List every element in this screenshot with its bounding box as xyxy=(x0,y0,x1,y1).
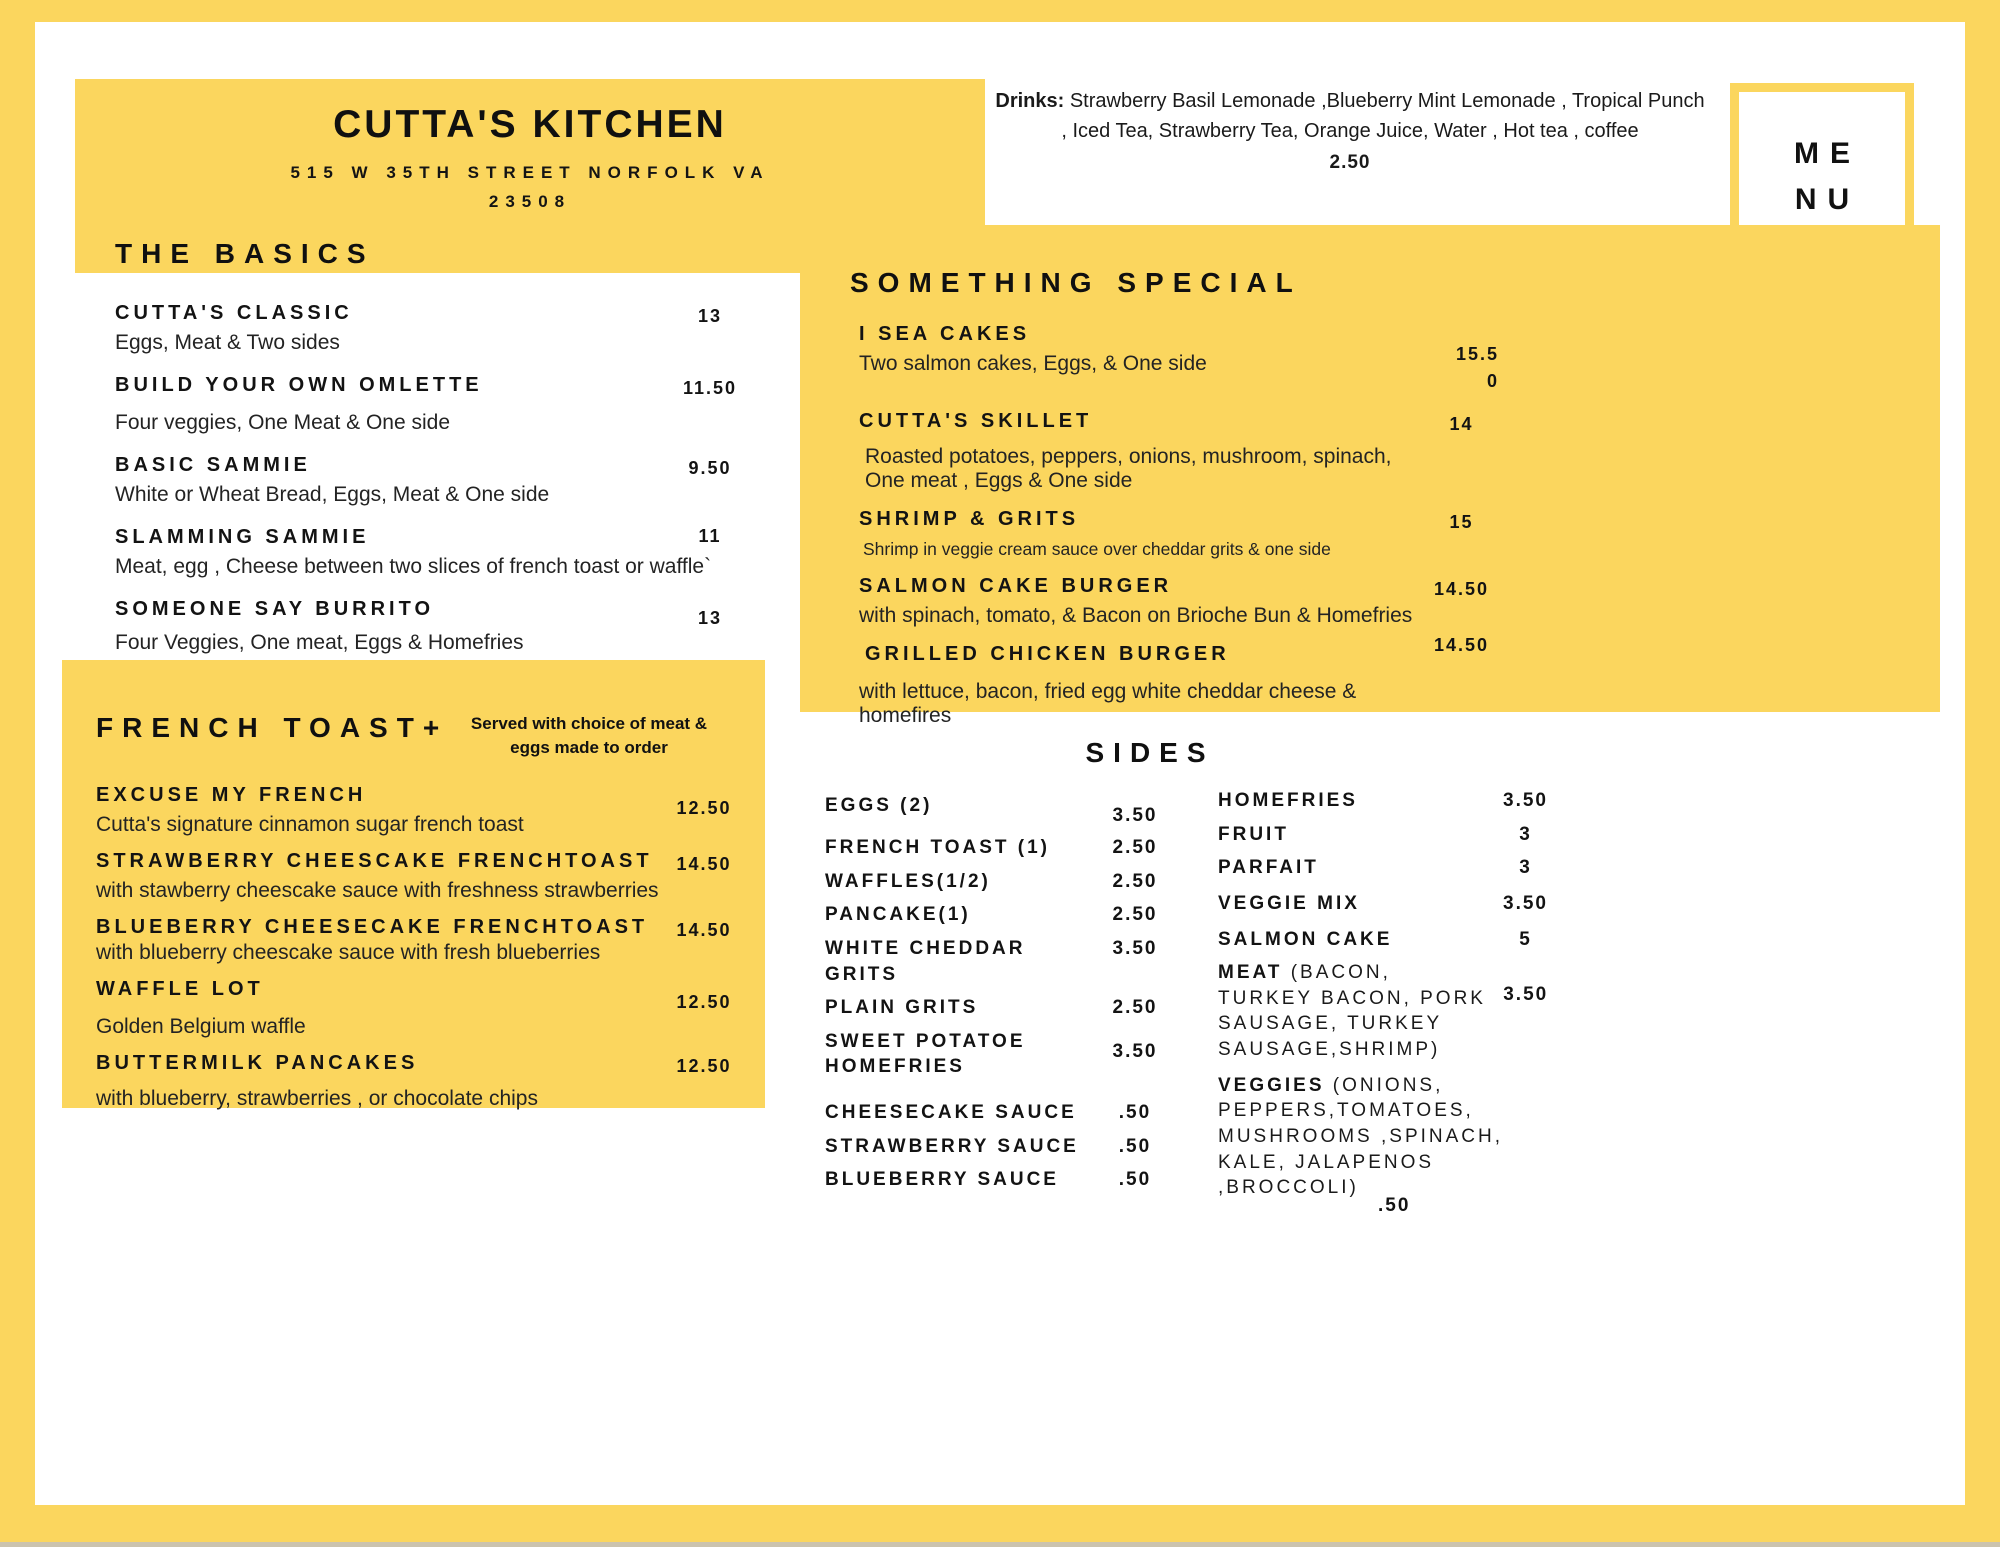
side-item xyxy=(825,936,1175,987)
side-item xyxy=(825,1134,1175,1160)
item-desc: with blueberry, strawberries , or chocolate chips xyxy=(96,1086,538,1110)
side-item xyxy=(1218,855,1563,881)
menu-item xyxy=(96,850,745,903)
side-item xyxy=(825,1167,1175,1193)
item-price: 3 xyxy=(1519,857,1532,879)
item-desc: Two salmon cakes, Eggs, & One side xyxy=(859,352,1207,375)
section-title: SOMETHING SPECIAL xyxy=(850,267,1302,298)
menu-item xyxy=(115,598,755,655)
side-item xyxy=(825,835,1175,861)
sides-left-column xyxy=(825,793,1175,1201)
item-name: WHITE CHEDDAR GRITS xyxy=(825,937,1026,985)
item-price: 11.50 xyxy=(682,378,738,398)
item-name: EGGS (2) xyxy=(825,795,933,816)
item-detail: (BACON, TURKEY BACON, PORK SAUSAGE, TURKEY SAUSAGE,SHRIMP) xyxy=(1218,962,1486,1061)
menu-item xyxy=(96,978,745,1039)
item-price: .50 xyxy=(1118,1135,1152,1157)
item-name: PARFAIT xyxy=(1218,857,1319,879)
item-name: SWEET POTATOE HOMEFRIES xyxy=(825,1030,1026,1078)
item-price: 12.50 xyxy=(676,1055,732,1076)
item-name: VEGGIE MIX xyxy=(1218,892,1360,914)
menu-badge-line2: NU xyxy=(1794,183,1861,216)
item-price: 3.50 xyxy=(1112,805,1158,826)
item-name: HOMEFRIES xyxy=(1218,790,1358,811)
side-item xyxy=(825,1100,1175,1126)
item-desc: Four veggies, One Meat & One side xyxy=(115,411,451,434)
item-price: 3.50 xyxy=(1112,1040,1158,1062)
item-name: WAFFLES(1/2) xyxy=(825,870,991,892)
item-name: MEAT xyxy=(1218,962,1283,984)
item-price: 14.50 xyxy=(1433,635,1490,655)
item-name: PLAIN GRITS xyxy=(825,997,979,1019)
side-item xyxy=(1218,927,1563,953)
side-item xyxy=(1218,822,1563,848)
item-name: STRAWBERRY SAUCE xyxy=(825,1135,1079,1157)
item-price: 13 xyxy=(697,608,723,628)
item-desc: with blueberry cheescake sauce with fresh blueberries xyxy=(96,940,601,964)
section-french-toast xyxy=(62,660,765,1108)
section-the-basics xyxy=(115,238,755,674)
sides-right-column xyxy=(1218,788,1563,1217)
item-price: 9.50 xyxy=(688,458,732,478)
side-item-meat xyxy=(1218,960,1563,1063)
item-name: SOMEONE SAY BURRITO xyxy=(115,598,435,620)
menu-item xyxy=(859,323,1559,395)
item-price: 2.50 xyxy=(1112,870,1158,892)
item-price: 15 xyxy=(1449,512,1474,532)
section-note: Served with choice of meat & eggs made to order xyxy=(470,714,708,757)
menu-item xyxy=(96,1052,745,1111)
item-price: 14.50 xyxy=(676,919,732,940)
item-price: 11 xyxy=(698,526,722,546)
item-price: 3.50 xyxy=(1503,892,1548,914)
item-desc: Roasted potatoes, peppers, onions, mushroom, spinach, One meat , Eggs & One side xyxy=(865,445,1392,492)
side-item xyxy=(1218,891,1563,917)
item-detail: (ONIONS, PEPPERS,TOMATOES, MUSHROOMS ,SPINACH, KALE, JALAPENOS ,BROCCOLI) xyxy=(1218,1074,1504,1199)
side-item xyxy=(1218,788,1563,814)
menu-item xyxy=(859,635,1559,728)
item-name: BLUEBERRY CHEESECAKE FRENCHTOAST xyxy=(96,915,649,938)
side-item xyxy=(825,793,1175,827)
item-name: BUILD YOUR OWN OMLETTE xyxy=(115,374,483,396)
menu-item xyxy=(859,575,1559,628)
item-name: WAFFLE LOT xyxy=(96,977,264,1000)
item-name: SALMON CAKE xyxy=(1218,928,1393,950)
restaurant-name: CUTTA'S KITCHEN xyxy=(333,103,727,146)
item-name: FRENCH TOAST (1) xyxy=(825,837,1050,858)
menu-item xyxy=(96,784,745,837)
item-desc: Eggs, Meat & Two sides xyxy=(115,331,340,354)
item-desc: Cutta's signature cinnamon sugar french toast xyxy=(96,812,524,836)
menu-item xyxy=(115,454,755,507)
item-desc: with stawberry cheescake sauce with freshness strawberries xyxy=(96,878,659,902)
item-price: 14.50 xyxy=(1433,579,1490,599)
menu-badge-line1: ME xyxy=(1794,137,1861,170)
item-desc: with spinach, tomato, & Bacon on Brioche Bun & Homefries xyxy=(859,604,1413,627)
page-bottom-edge xyxy=(0,1542,2000,1547)
section-something-special xyxy=(800,225,1940,727)
item-name: FRUIT xyxy=(1218,823,1289,845)
item-price: .50 xyxy=(1378,1194,1411,1216)
menu-item xyxy=(115,374,755,435)
item-price: 14.50 xyxy=(676,853,732,874)
item-price: .50 xyxy=(1118,1169,1152,1191)
section-title: FRENCH TOAST+ xyxy=(96,712,449,743)
item-price: 3 xyxy=(1519,823,1532,845)
item-name: GRILLED CHICKEN BURGER xyxy=(865,643,1230,665)
item-price: 15.50 xyxy=(1455,344,1499,391)
menu-item xyxy=(96,916,745,965)
item-price: 12.50 xyxy=(676,991,732,1012)
side-item xyxy=(825,869,1175,895)
item-name: CUTTA'S CLASSIC xyxy=(115,302,353,324)
section-title: THE BASICS xyxy=(115,238,375,269)
item-name: CUTTA'S SKILLET xyxy=(859,410,1093,432)
item-name: SLAMMING SAMMIE xyxy=(115,526,370,548)
item-name: BLUEBERRY SAUCE xyxy=(825,1169,1059,1191)
item-name: PANCAKE(1) xyxy=(825,904,971,926)
item-price: .50 xyxy=(1118,1102,1152,1124)
item-price: 5 xyxy=(1519,928,1532,950)
restaurant-address-line2: 23508 xyxy=(488,192,572,211)
section-title-sides: SIDES xyxy=(1085,737,1215,768)
item-price: 14 xyxy=(1449,414,1474,434)
drinks-note xyxy=(995,86,1705,178)
item-price: 2.50 xyxy=(1112,997,1158,1019)
menu-item xyxy=(115,526,755,579)
item-desc: Four Veggies, One meat, Eggs & Homefries xyxy=(115,631,524,654)
side-item xyxy=(825,902,1175,928)
item-name: CHEESECAKE SAUCE xyxy=(825,1102,1077,1124)
item-name: VEGGIES xyxy=(1218,1074,1325,1096)
restaurant-address-line1: 515 W 35TH STREET NORFOLK VA xyxy=(290,163,770,182)
item-price: 13 xyxy=(697,306,723,326)
menu-item xyxy=(859,410,1559,493)
drinks-label: Drinks: xyxy=(995,90,1065,112)
item-name: STRAWBERRY CHEESCAKE FRENCHTOAST xyxy=(96,849,653,872)
item-desc: Shrimp in veggie cream sauce over cheddar grits & one side xyxy=(863,539,1331,559)
item-name: I SEA CAKES xyxy=(859,323,1031,345)
item-name: SHRIMP & GRITS xyxy=(859,508,1080,530)
side-item xyxy=(825,995,1175,1021)
item-name: EXCUSE MY FRENCH xyxy=(96,783,367,806)
item-price: 12.50 xyxy=(676,797,732,818)
item-desc: Golden Belgium waffle xyxy=(96,1014,306,1038)
item-name: BASIC SAMMIE xyxy=(115,454,311,476)
item-desc: White or Wheat Bread, Eggs, Meat & One side xyxy=(115,483,550,506)
item-name: BUTTERMILK PANCAKES xyxy=(96,1051,419,1074)
drinks-price: 2.50 xyxy=(1329,152,1371,173)
item-price: 3.50 xyxy=(1112,937,1158,959)
item-desc: Meat, egg , Cheese between two slices of french toast or waffle` xyxy=(115,555,712,578)
item-name: SALMON CAKE BURGER xyxy=(859,575,1173,597)
drinks-list: Strawberry Basil Lemonade ,Blueberry Mint Lemonade , Tropical Punch , Iced Tea, Strawberry Tea, Orange Juice, Water , Hot tea , coffee xyxy=(1061,90,1705,142)
item-desc: with lettuce, bacon, fried egg white cheddar cheese & homefires xyxy=(859,680,1357,727)
side-item-veggies xyxy=(1218,1073,1563,1217)
menu-item xyxy=(859,508,1559,560)
item-price: 3.50 xyxy=(1503,984,1549,1006)
item-price: 2.50 xyxy=(1112,904,1158,926)
item-price: 2.50 xyxy=(1112,837,1158,858)
side-item xyxy=(825,1029,1175,1080)
item-price: 3.50 xyxy=(1503,790,1548,811)
menu-item xyxy=(115,302,755,355)
